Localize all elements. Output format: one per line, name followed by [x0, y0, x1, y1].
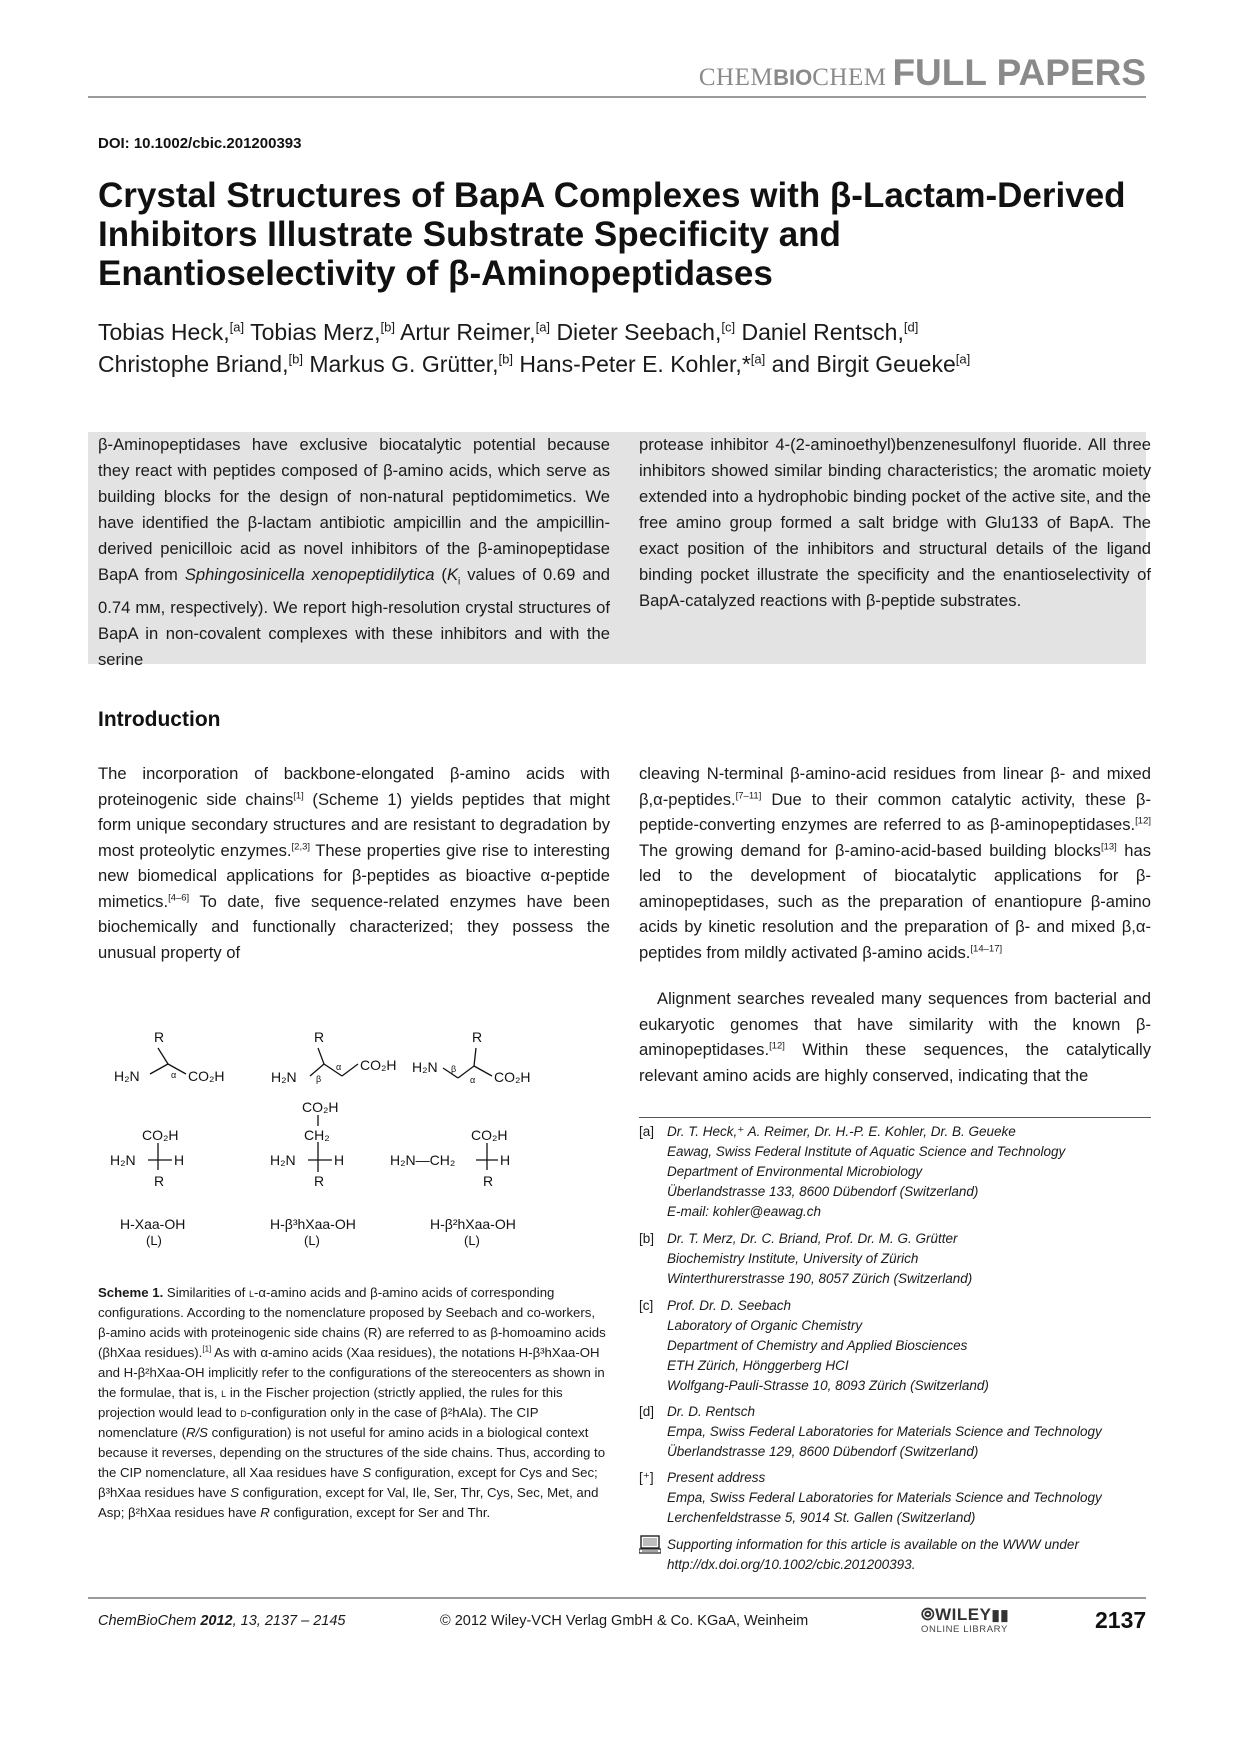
alpha-label: α [470, 1075, 476, 1085]
caption-text: As with α-amino acids (Xaa residues), the notations H-β³hXaa-OH and H-β²hXaa-OH implicitly refer to the configurations of the stereocenters as shown in the formulae, that is, [98, 1345, 605, 1400]
affiliation-present-address [639, 1468, 1151, 1528]
affiliation-a [639, 1122, 1151, 1222]
amine-group: H₂N [271, 1069, 297, 1085]
wiley-wordmark: WILEY [935, 1605, 992, 1624]
affiliation-line: Department of Environmental Microbiology [667, 1164, 923, 1179]
caption-text: -configuration only in the case of β²hAla). The CIP nomenclature ( [98, 1405, 539, 1440]
affiliation-line: Überlandstrasse 133, 8600 Dübendorf (Switzerland) [667, 1184, 979, 1199]
citation: [12] [1135, 815, 1151, 827]
carboxyl-group: CO₂H [360, 1057, 397, 1073]
author: Markus G. Grütter, [309, 351, 499, 377]
r-group: R [314, 1029, 325, 1045]
email-link[interactable]: E-mail: kohler@eawag.ch [667, 1204, 822, 1219]
structure-label: H-β²hXaa-OH [430, 1216, 516, 1232]
author-affiliation: [b] [380, 319, 395, 335]
abstract-text: β-Aminopeptidases have exclusive biocatalytic potential because they react with peptides composed of β-amino acids, which serve as building blocks for the design of non-natural peptidomimetics. We have identified the β-lactam antibiotic ampicillin and the ampicillin-derived penicilloic acid as novel inhibitors of the β-aminopeptidase BapA from [98, 435, 610, 584]
chemical-structures [98, 1020, 598, 1270]
configuration-label: (L) [464, 1233, 480, 1248]
affiliation-tag: [c] [639, 1298, 654, 1313]
body-text: Alignment searches revealed many sequences from bacterial and eukaryotic genomes that have similarity with the known β-aminopeptidases. [639, 989, 1151, 1059]
carboxyl-group: CO₂H [494, 1069, 531, 1085]
author: Dieter Seebach, [556, 319, 722, 345]
wiley-emblem-icon: ⦾ [921, 1605, 936, 1624]
library-books-icon: ▮▮ [991, 1607, 1009, 1624]
alpha-label: α [171, 1070, 177, 1080]
caption-text: configuration, except for Ser and Thr. [269, 1505, 491, 1520]
r-group: R [314, 1173, 325, 1189]
caption-text: d [240, 1405, 247, 1420]
affiliation-line: Lerchenfeldstrasse 5, 9014 St. Gallen (Switzerland) [667, 1510, 976, 1525]
structure-label: H-Xaa-OH [120, 1216, 186, 1232]
r-group: R [483, 1173, 494, 1189]
caption-text: S [230, 1485, 240, 1500]
bond [342, 1064, 358, 1076]
abstract-text: values of 0.69 and 0.74 mᴍ, respectively). We report high-resolution crystal structures of BapA in non-covalent complexes with these inhibitors and with the serine [98, 565, 611, 670]
aminomethyl-group: H₂N—CH₂ [390, 1152, 456, 1168]
intro-left-column [98, 761, 610, 965]
beta-label: β [316, 1074, 322, 1084]
affiliation-line: Wolfgang-Pauli-Strasse 10, 8093 Zürich (Switzerland) [667, 1378, 989, 1393]
affiliation-line: Empa, Swiss Federal Laboratories for Materials Science and Technology [667, 1490, 1102, 1505]
methylene-group: CH₂ [304, 1127, 330, 1143]
wiley-logo [921, 1605, 1009, 1635]
hydrogen: H [500, 1152, 511, 1168]
abstract-text: ( [434, 565, 447, 584]
body-text: The incorporation of backbone-elongated β-amino acids with proteinogenic side chains [98, 764, 610, 809]
species-name: Sphingosinicella xenopeptidilytica [184, 565, 435, 584]
caption-text: R [260, 1505, 270, 1520]
caption-text: R/S [185, 1425, 208, 1440]
affiliation-line: Department of Chemistry and Applied Biosciences [667, 1338, 968, 1353]
page-number: 2137 [1095, 1607, 1147, 1633]
amine-group: H₂N [110, 1152, 136, 1168]
carboxyl-group: CO₂H [471, 1127, 508, 1143]
affiliation-line: Laboratory of Organic Chemistry [667, 1318, 863, 1333]
journal-name-prefix: CHEM [698, 64, 774, 91]
affiliation-c [639, 1296, 1151, 1396]
journal-name-suffix: CHEM [812, 64, 887, 91]
supporting-info-link[interactable]: http://dx.doi.org/10.1002/cbic.201200393. [667, 1557, 916, 1572]
affiliation-d [639, 1402, 1151, 1462]
author-list [98, 316, 1138, 380]
section-label: FULL PAPERS [892, 52, 1146, 93]
carboxyl-group: CO₂H [142, 1127, 179, 1143]
affiliation-line: Überlandstrasse 129, 8600 Dübendorf (Switzerland) [667, 1444, 979, 1459]
caption-text: l [249, 1285, 255, 1300]
bond [474, 1048, 476, 1066]
citation: [1] [293, 789, 304, 801]
body-text: The growing demand for β-amino-acid-based building blocks [639, 840, 1101, 860]
alpha-label: α [336, 1062, 342, 1072]
hydrogen: H [174, 1152, 185, 1168]
hydrogen: H [334, 1152, 345, 1168]
doi: DOI: 10.1002/cbic.201200393 [98, 135, 302, 152]
author-affiliation: [a] [229, 319, 245, 335]
citation: [7–11] [735, 789, 762, 801]
computer-icon [639, 1535, 661, 1561]
author-affiliation: [c] [721, 319, 736, 335]
affiliation-tag: [b] [639, 1231, 655, 1246]
amine-group: H₂N [114, 1068, 140, 1084]
bond [150, 1064, 168, 1074]
affiliation-line: Dr. D. Rentsch [667, 1404, 756, 1419]
caption-text: configuration, except for Cys and Sec; β³hXaa residues have [98, 1465, 598, 1500]
author-affiliation: [a] [750, 351, 766, 367]
abstract-right: protease inhibitor 4-(2-aminoethyl)benzenesulfonyl fluoride. All three inhibitors showed similar binding characteristics; the aromatic moiety extended into a hydrophobic binding pocket of the active site, and the free amino group formed a salt bridge with Glu133 of BapA. The exact position of the inhibitors and structural details of the ligand binding pocket illustrate the specificity and the enantioselectivity of BapA-catalyzed reactions with β-peptide substrates. [639, 435, 1151, 610]
structure-label: H-β³hXaa-OH [270, 1216, 356, 1232]
configuration-label: (L) [146, 1233, 162, 1248]
journal-header [699, 52, 1146, 94]
author: Tobias Merz, [250, 319, 381, 345]
author: Christophe Briand, [98, 351, 289, 377]
author: Tobias Heck, [98, 319, 230, 345]
article-title: Crystal Structures of BapA Complexes with β-Lactam-Derived Inhibitors Illustrate Substrate Specificity and Enantioselectivity of β-Aminopeptidases [98, 176, 1126, 293]
caption-text: in the Fischer projection (strictly applied, the rules for this projection would lead to [98, 1385, 563, 1420]
wiley-online-library: ONLINE LIBRARY [921, 1624, 1008, 1635]
body-text: cleaving N-terminal β-amino-acid residues from linear β- and mixed β,α-peptides. [639, 764, 1151, 809]
citation: [2,3] [291, 840, 311, 852]
bond [318, 1048, 324, 1064]
author: Daniel Rentsch, [741, 319, 904, 345]
beta-label: β [451, 1064, 457, 1074]
affiliation-line: Biochemistry Institute, University of Zürich [667, 1251, 919, 1266]
caption-text: S [362, 1465, 372, 1480]
footer-rule [88, 1597, 1146, 1599]
bond [158, 1048, 168, 1064]
caption-text: -α-amino acids and β-amino acids of corresponding configurations. According to the nomenclature proposed by Seebach and co-workers, β-amino acids with proteinogenic side chains (R) are referred to as β-homoamino acids (βhXaa residues). [98, 1285, 606, 1360]
body-text: Within these sequences, the catalytically relevant amino acids are highly conserved, indicating that the [639, 1040, 1151, 1085]
intro-right-column-p2 [639, 986, 1151, 1088]
footer-journal: ChemBioChem [98, 1613, 201, 1629]
caption-text: configuration, except for Val, Ile, Ser, Thr, Cys, Sec, Met, and Asp; β²hXaa residues have [98, 1485, 599, 1520]
affiliation-line: Dr. T. Heck,⁺ A. Reimer, Dr. H.-P. E. Kohler, Dr. B. Geueke [667, 1124, 1016, 1139]
body-text: has led to the development of biocatalytic applications for β-aminopeptidases, such as the preparation of enantiopure β-amino acids by kinetic resolution and the preparation of β- and mixed β,α-peptides from mildly activated β-amino acids. [639, 840, 1151, 962]
caption-text: l [221, 1385, 227, 1400]
carboxyl-group: CO₂H [188, 1068, 225, 1084]
scheme-1 [98, 1020, 598, 1275]
affiliation-rule [639, 1117, 1151, 1118]
citation: [12] [769, 1040, 785, 1052]
citation: [1] [202, 1344, 212, 1354]
author-affiliation: [a] [955, 351, 971, 367]
author: and Birgit Geueke [771, 351, 956, 377]
ki-symbol: K [446, 565, 459, 584]
carboxyl-group: CO₂H [302, 1099, 339, 1115]
caption-label: Scheme 1. [98, 1285, 164, 1300]
affiliation-tag: [d] [639, 1404, 655, 1419]
abstract-left [98, 432, 610, 673]
r-group: R [154, 1029, 165, 1045]
affiliation-line: Eawag, Swiss Federal Institute of Aquatic Science and Technology [667, 1144, 1066, 1159]
footer-volume: , 13, 2137 – 2145 [232, 1613, 346, 1629]
footer-citation [98, 1613, 346, 1629]
citation: [4–6] [168, 891, 190, 903]
affiliation-tag: [a] [639, 1124, 655, 1139]
affiliation-line: ETH Zürich, Hönggerberg HCI [667, 1358, 849, 1373]
affiliation-line: Prof. Dr. D. Seebach [667, 1298, 792, 1313]
amine-group: H₂N [270, 1152, 296, 1168]
body-text: To date, five sequence-related enzymes have been biochemically and functionally characterized; they possess the unusual property of [98, 891, 610, 962]
author-affiliation: [a] [535, 319, 551, 335]
ki-subscript: i [458, 576, 461, 588]
body-text: These properties give rise to interesting new biomedical applications for β-peptides as bioactive α-peptide mimetics. [98, 840, 610, 911]
affiliation-line: Dr. T. Merz, Dr. C. Briand, Prof. Dr. M. G. Grütter [667, 1231, 958, 1246]
caption-text: Similarities of [163, 1285, 249, 1300]
author-affiliation: [b] [288, 351, 303, 367]
r-group: R [472, 1029, 483, 1045]
affiliation-line: Empa, Swiss Federal Laboratories for Materials Science and Technology [667, 1424, 1102, 1439]
citation: [14–17] [970, 942, 1003, 954]
author: Hans-Peter E. Kohler,* [519, 351, 751, 377]
amine-group: H₂N [412, 1059, 438, 1075]
body-text: (Scheme 1) yields peptides that might form unique secondary structures and are resistant to degradation by most proteolytic enzymes. [98, 789, 610, 860]
affiliation-tag: [⁺] [639, 1470, 654, 1485]
footer-copyright: © 2012 Wiley-VCH Verlag GmbH & Co. KGaA, Weinheim [440, 1613, 809, 1629]
body-text: Due to their common catalytic activity, these β-peptide-converting enzymes are referred to as β-aminopeptidases. [639, 789, 1151, 834]
footer-year: 2012 [200, 1613, 233, 1629]
affiliation-line: Present address [667, 1470, 766, 1485]
configuration-label: (L) [304, 1233, 320, 1248]
author-affiliation: [d] [903, 319, 919, 335]
section-heading: Introduction [98, 708, 221, 731]
r-group: R [154, 1173, 165, 1189]
affiliation-line: Supporting information for this article is available on the WWW under [667, 1537, 1079, 1552]
author-affiliation: [b] [498, 351, 513, 367]
affiliation-b [639, 1229, 1151, 1289]
caption-text: configuration) is not useful for amino acids in a biological context because it reverses, depending on the structures of the side chains. Thus, according to the CIP nomenclature, all Xaa residues have [98, 1425, 606, 1480]
intro-right-column-p1 [639, 761, 1151, 965]
journal-name-mid: BIO [773, 65, 813, 90]
author: Artur Reimer, [400, 319, 536, 345]
supporting-info [639, 1535, 1151, 1575]
citation: [13] [1100, 840, 1117, 852]
scheme-caption [98, 1283, 610, 1523]
affiliation-line: Winterthurerstrasse 190, 8057 Zürich (Switzerland) [667, 1271, 973, 1286]
bond [474, 1066, 492, 1076]
header-rule [88, 96, 1146, 98]
